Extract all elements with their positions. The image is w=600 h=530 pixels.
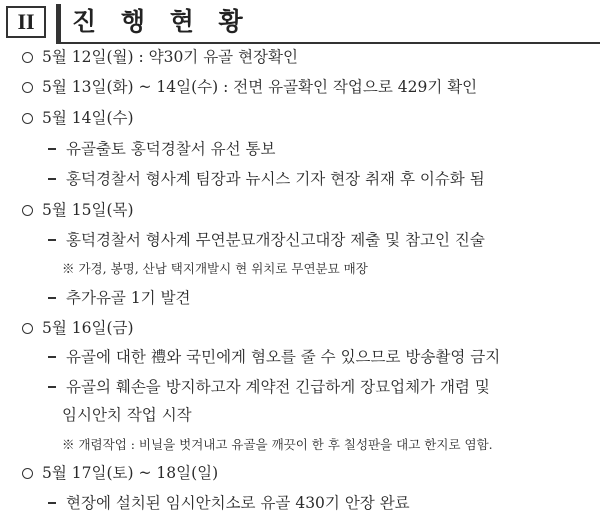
sub-item-continuation: 임시안치 작업 시작: [62, 406, 192, 424]
entry-date: 5월 12일(월): [42, 48, 134, 66]
entry-date: 5월 16일(금): [42, 319, 134, 337]
dash-bullet-icon: [48, 386, 56, 388]
circle-bullet-icon: [22, 52, 33, 63]
title-underline: [56, 42, 600, 44]
dash-bullet-icon: [48, 502, 56, 504]
circle-bullet-icon: [22, 205, 33, 216]
dash-bullet-icon: [48, 356, 56, 358]
dash-bullet-icon: [48, 178, 56, 180]
sub-item: [48, 287, 191, 309]
date-entry: [22, 317, 134, 339]
dash-bullet-icon: [48, 239, 56, 241]
sub-item: [48, 376, 490, 398]
title-bar-decoration: [56, 4, 61, 42]
sub-item: [48, 138, 275, 160]
entry-date: 5월 15일(목): [42, 201, 134, 219]
date-entry: [22, 46, 298, 68]
sub-item: [48, 168, 485, 190]
section-header: [6, 4, 594, 42]
entry-text: : 전면 유골확인 작업으로 429기 확인: [218, 78, 478, 96]
date-entry: [22, 76, 477, 98]
sub-item-text: 홍덕경찰서 형사계 무연분묘개장신고대장 제출 및 참고인 진술: [66, 231, 485, 249]
section-title: 진 행 현 황: [72, 7, 251, 36]
section-number-box: II: [6, 6, 46, 38]
note: ※ 가경, 봉명, 산남 택지개발시 현 위치로 무연분묘 매장: [62, 261, 368, 276]
sub-item: [48, 492, 410, 514]
sub-item: [48, 229, 485, 251]
note: ※ 개렴작업 : 비닐을 벗겨내고 유골을 깨끗이 한 후 칠성판을 대고 한지로 염함.: [62, 437, 493, 452]
sub-item-text: 현장에 설치된 임시안치소로 유골 430기 안장 완료: [66, 494, 410, 512]
sub-item-text: 유골에 대한 禮와 국민에게 혐오를 줄 수 있으므로 방송촬영 금지: [66, 348, 501, 366]
entry-date: 5월 17일(토) ~ 18일(일): [42, 464, 219, 482]
circle-bullet-icon: [22, 323, 33, 334]
sub-item-text: 홍덕경찰서 형사계 팀장과 뉴시스 기자 현장 취재 후 이슈화 됨: [66, 170, 485, 188]
dash-bullet-icon: [48, 297, 56, 299]
dash-bullet-icon: [48, 148, 56, 150]
circle-bullet-icon: [22, 82, 33, 93]
date-entry: [22, 462, 218, 484]
date-entry: [22, 107, 134, 129]
entry-text: : 약30기 유골 현장확인: [133, 48, 298, 66]
sub-item-text: 유골의 훼손을 방지하고자 계약전 긴급하게 장묘업체가 개렴 및: [66, 378, 490, 396]
entry-date: 5월 14일(수): [42, 109, 134, 127]
sub-item: [48, 346, 500, 368]
circle-bullet-icon: [22, 113, 33, 124]
sub-item-text: 유골출토 홍덕경찰서 유선 통보: [66, 140, 276, 158]
date-entry: [22, 199, 134, 221]
entry-date: 5월 13일(화) ~ 14일(수): [42, 78, 219, 96]
circle-bullet-icon: [22, 468, 33, 479]
sub-item-text: 추가유골 1기 발견: [66, 289, 191, 307]
